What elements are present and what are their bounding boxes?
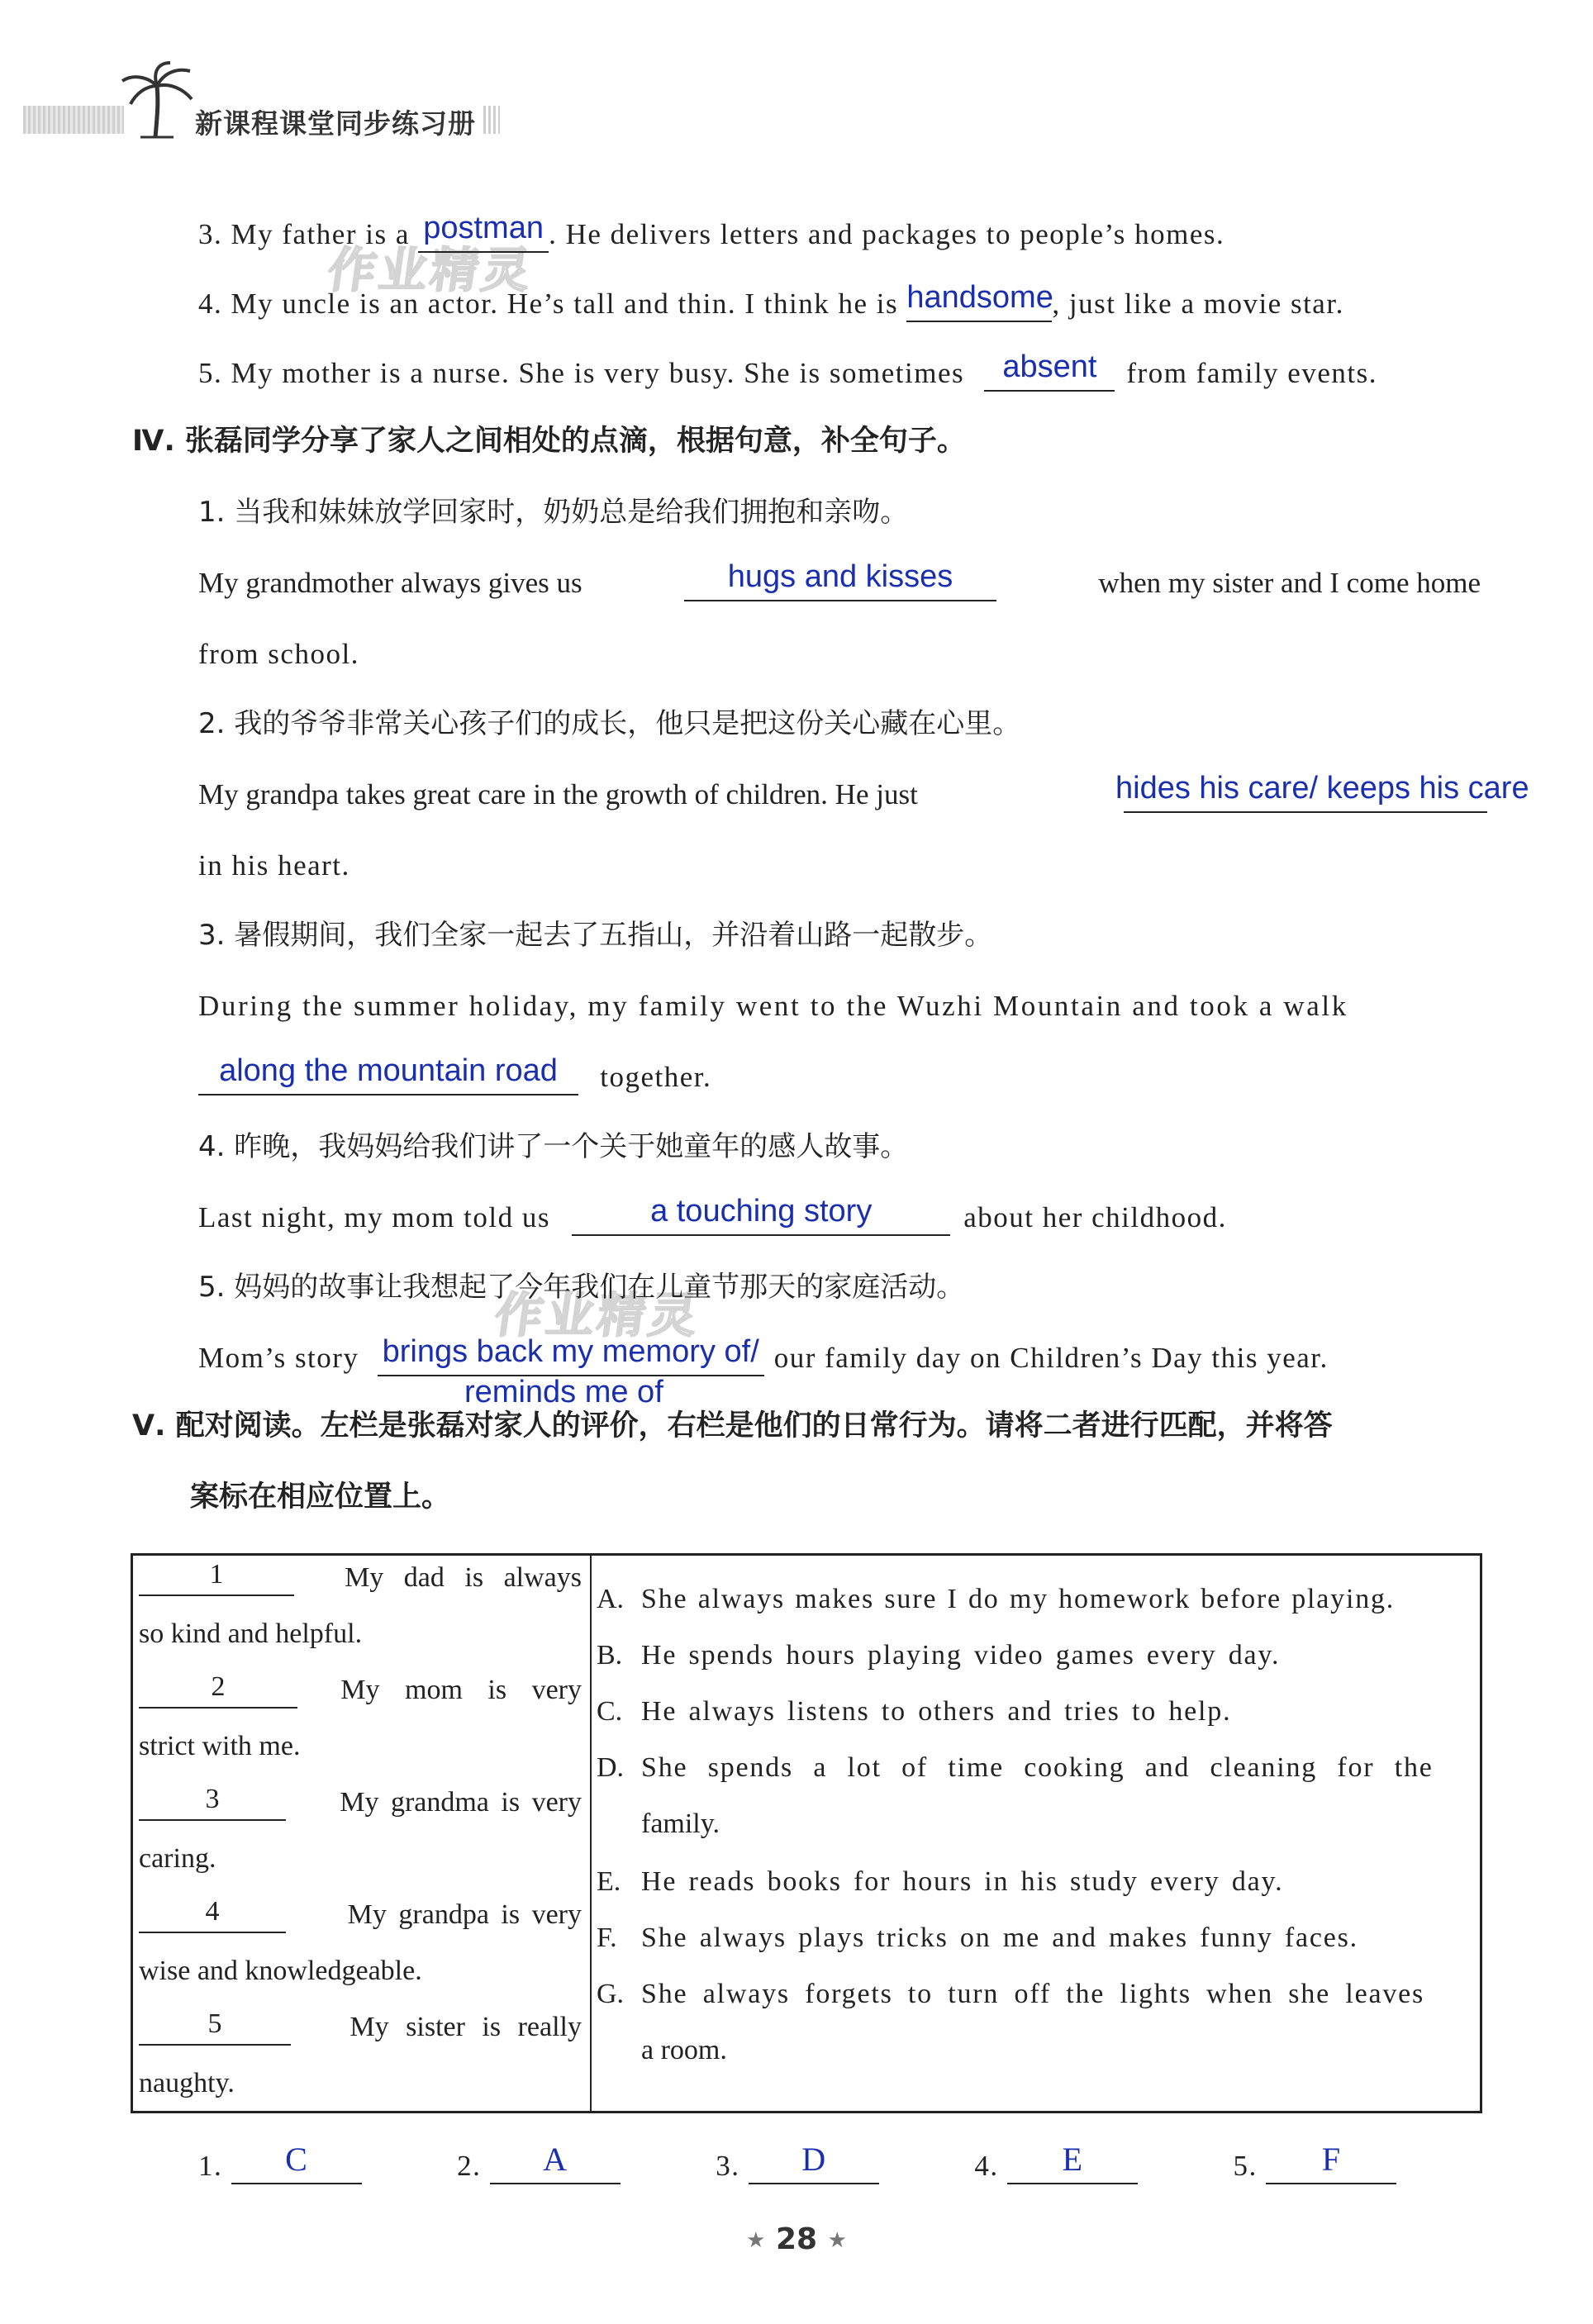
left-item-5-line1 (139, 2009, 582, 2046)
left-item-1-line2: so kind and helpful. (139, 1618, 363, 1649)
left-item-4-text: My grandpa is very (347, 1899, 582, 1930)
right-item-g-cont: a room. (641, 2035, 727, 2065)
q4-3-blank[interactable] (198, 1053, 578, 1095)
q4-2-chinese: 2. 我的爷爷非常关心孩子们的成长，他只是把这份关心藏在心里。 (198, 707, 1021, 740)
q3-3-answer: postman (423, 211, 544, 245)
answer-3-value: D (801, 2141, 826, 2178)
left-item-3-text: My grandma is very (340, 1787, 582, 1818)
answer-1-num: 1. (198, 2150, 223, 2182)
left-item-2-text: My mom is very (340, 1675, 582, 1705)
answer-2-num: 2. (457, 2150, 482, 2182)
right-item-a (597, 1581, 1469, 1618)
answer-2 (457, 2141, 621, 2184)
watermark-top: 作业精灵 (324, 242, 538, 298)
q4-5-chinese: 5. 妈妈的故事让我想起了今年我们在儿童节那天的家庭活动。 (198, 1271, 965, 1304)
section4-title: Ⅳ. 张磊同学分享了家人之间相处的点滴，根据句意，补全句子。 (132, 425, 966, 458)
q4-3-line2 (198, 1053, 712, 1095)
q3-4-text-after: , just like a movie star. (1052, 288, 1344, 320)
left-item-4-line2: wise and knowledgeable. (139, 1956, 422, 1986)
right-item-d (597, 1750, 1469, 1786)
right-item-a-text: She always makes sure I do my homework before playing. (641, 1584, 1396, 1614)
q4-1-blank[interactable] (684, 559, 996, 601)
answer-5-value: F (1321, 2141, 1341, 2178)
answer-5 (1233, 2141, 1397, 2184)
q4-1-text: My grandmother always gives us (198, 567, 583, 599)
left-item-4-number: 4 (205, 1896, 220, 1927)
q3-5-answer: absent (1002, 349, 1097, 384)
q4-3-line (198, 988, 1481, 1024)
q4-5-text: Mom’s story (198, 1342, 359, 1374)
right-item-g (597, 1976, 1469, 2013)
right-item-b-text: He spends hours playing video games every day. (641, 1640, 1281, 1671)
section5-title-line1: Ⅴ. 配对阅读。左栏是张磊对家人的评价，右栏是他们的日常行为。请将二者进行匹配，并将答 (132, 1409, 1333, 1442)
q4-4-blank[interactable] (572, 1194, 950, 1236)
q3-5-text-after: from family events. (1126, 357, 1377, 389)
left-item-2-blank[interactable] (139, 1671, 297, 1709)
left-item-5-text: My sister is really (350, 2012, 582, 2042)
answer-3-blank[interactable] (749, 2141, 879, 2184)
answer-5-num: 5. (1233, 2150, 1258, 2182)
q4-5-text-after: our family day on Children’s Day this year. (773, 1342, 1329, 1374)
left-item-5-line2: naughty. (139, 2068, 235, 2098)
q4-2-blank[interactable] (1115, 771, 1529, 813)
answer-4-num: 4. (974, 2150, 999, 2182)
q4-1-answer: hugs and kisses (727, 559, 953, 594)
left-item-3-number: 3 (205, 1784, 220, 1814)
right-item-e-label: E. (597, 1866, 621, 1897)
section5-title-line2: 案标在相应位置上。 (190, 1480, 451, 1514)
q4-3-answer: along the mountain road (219, 1053, 558, 1088)
q4-3-text: During the summer holiday, my family went to the Wuzhi Mountain and took a walk (198, 990, 1348, 1022)
header-bar (23, 106, 124, 134)
right-item-b (597, 1637, 1469, 1674)
left-item-2-number: 2 (211, 1671, 226, 1702)
q4-5-answer: brings back my memory of/ (382, 1334, 759, 1369)
right-item-d-text: She spends a lot of time cooking and cleaning for the (641, 1752, 1434, 1783)
q3-5-blank[interactable] (984, 349, 1115, 392)
right-item-e-text: He reads books for hours in his study every day. (641, 1866, 1284, 1897)
q4-2-text: My grandpa takes great care in the growth of children. He just (198, 778, 918, 810)
right-item-f-text: She always plays tricks on me and makes funny faces. (641, 1922, 1358, 1953)
q4-1-text-after: when my sister and I come home (1098, 567, 1481, 599)
answer-2-blank[interactable] (490, 2141, 621, 2184)
page-number (0, 2222, 1593, 2256)
answer-2-value: A (543, 2141, 568, 2178)
answer-3-num: 3. (716, 2150, 740, 2182)
left-item-1-number: 1 (209, 1559, 224, 1590)
q3-4-answer: handsome (906, 280, 1053, 315)
star-left-icon: ★ (746, 2228, 766, 2253)
q4-5-line (198, 1334, 1329, 1376)
answer-1 (198, 2141, 362, 2184)
q4-4-text: Last night, my mom told us (198, 1201, 550, 1233)
left-item-3-line1 (139, 1785, 582, 1821)
header-bar-right (483, 106, 500, 134)
q4-3-text-after: together. (600, 1061, 712, 1093)
answer-1-value: C (285, 2141, 307, 2178)
page-number-value: 28 (775, 2222, 818, 2256)
q3-4-text: 4. My uncle is an actor. He’s tall and thin. I think he is (198, 288, 899, 320)
left-item-2-line1 (139, 1672, 582, 1709)
palm-tree-icon (116, 61, 198, 140)
left-item-1-text: My dad is always (345, 1562, 582, 1593)
answer-4-blank[interactable] (1007, 2141, 1138, 2184)
q4-1-chinese: 1. 当我和妹妹放学回家时，奶奶总是给我们拥抱和亲吻。 (198, 496, 909, 529)
header-title: 新课程课堂同步练习册 (195, 107, 476, 140)
answer-3 (716, 2141, 879, 2184)
left-item-1-blank[interactable] (139, 1559, 294, 1596)
q4-2-line (198, 771, 1529, 813)
q3-3-text-after: . He delivers letters and packages to people’s homes. (549, 218, 1225, 250)
answer-5-blank[interactable] (1266, 2141, 1396, 2184)
left-item-3-blank[interactable] (139, 1784, 286, 1821)
answer-row (198, 2141, 1396, 2184)
right-item-d-label: D. (597, 1752, 625, 1783)
answer-4-value: E (1062, 2141, 1083, 2178)
right-item-d-cont: family. (641, 1808, 720, 1839)
q4-1-cont: from school. (198, 638, 359, 670)
table-divider (590, 1556, 592, 2111)
q4-5-blank[interactable] (378, 1334, 764, 1376)
q4-5-answer-line2: reminds me of (464, 1375, 663, 1409)
left-item-4-line1 (139, 1897, 582, 1933)
right-item-b-label: B. (597, 1640, 623, 1671)
answer-4 (974, 2141, 1138, 2184)
q4-2-cont: in his heart. (198, 849, 350, 882)
q4-1-line (198, 559, 1481, 601)
left-item-2-line2: strict with me. (139, 1731, 301, 1761)
left-item-5-blank[interactable] (139, 2008, 291, 2046)
q3-5-text: 5. My mother is a nurse. She is very busy. She is sometimes (198, 357, 965, 389)
left-item-1-line1 (139, 1560, 582, 1596)
q3-3-blank[interactable] (418, 211, 549, 253)
right-item-e (597, 1864, 1469, 1900)
left-item-4-blank[interactable] (139, 1896, 286, 1933)
right-item-c-text: He always listens to others and tries to help. (641, 1696, 1232, 1727)
right-item-f (597, 1920, 1469, 1956)
q4-2-answer: hides his care/ keeps his care (1115, 771, 1529, 806)
q4-4-chinese: 4. 昨晚，我妈妈给我们讲了一个关于她童年的感人故事。 (198, 1130, 909, 1163)
star-right-icon: ★ (827, 2228, 847, 2253)
q3-4-line (198, 280, 1344, 322)
q3-5-line (198, 349, 1377, 392)
right-item-g-label: G. (597, 1979, 625, 2009)
q4-4-line (198, 1194, 1227, 1236)
answer-1-blank[interactable] (231, 2141, 362, 2184)
right-item-c (597, 1694, 1469, 1730)
right-item-g-text: She always forgets to turn off the lights when she leaves (641, 1979, 1425, 2009)
q4-4-answer: a touching story (650, 1194, 873, 1229)
left-item-3-line2: caring. (139, 1843, 216, 1874)
watermark-mid: 作业精灵 (491, 1287, 705, 1343)
q3-3-text: 3. My father is a (198, 218, 410, 250)
left-item-5-number: 5 (207, 2008, 222, 2039)
right-item-f-label: F. (597, 1922, 617, 1953)
q4-3-chinese: 3. 暑假期间，我们全家一起去了五指山，并沿着山路一起散步。 (198, 919, 993, 952)
right-item-a-label: A. (597, 1584, 625, 1614)
right-item-c-label: C. (597, 1696, 623, 1727)
q3-4-blank[interactable] (906, 280, 1053, 322)
q3-3-line (198, 211, 1225, 253)
q4-4-text-after: about her childhood. (963, 1201, 1227, 1233)
